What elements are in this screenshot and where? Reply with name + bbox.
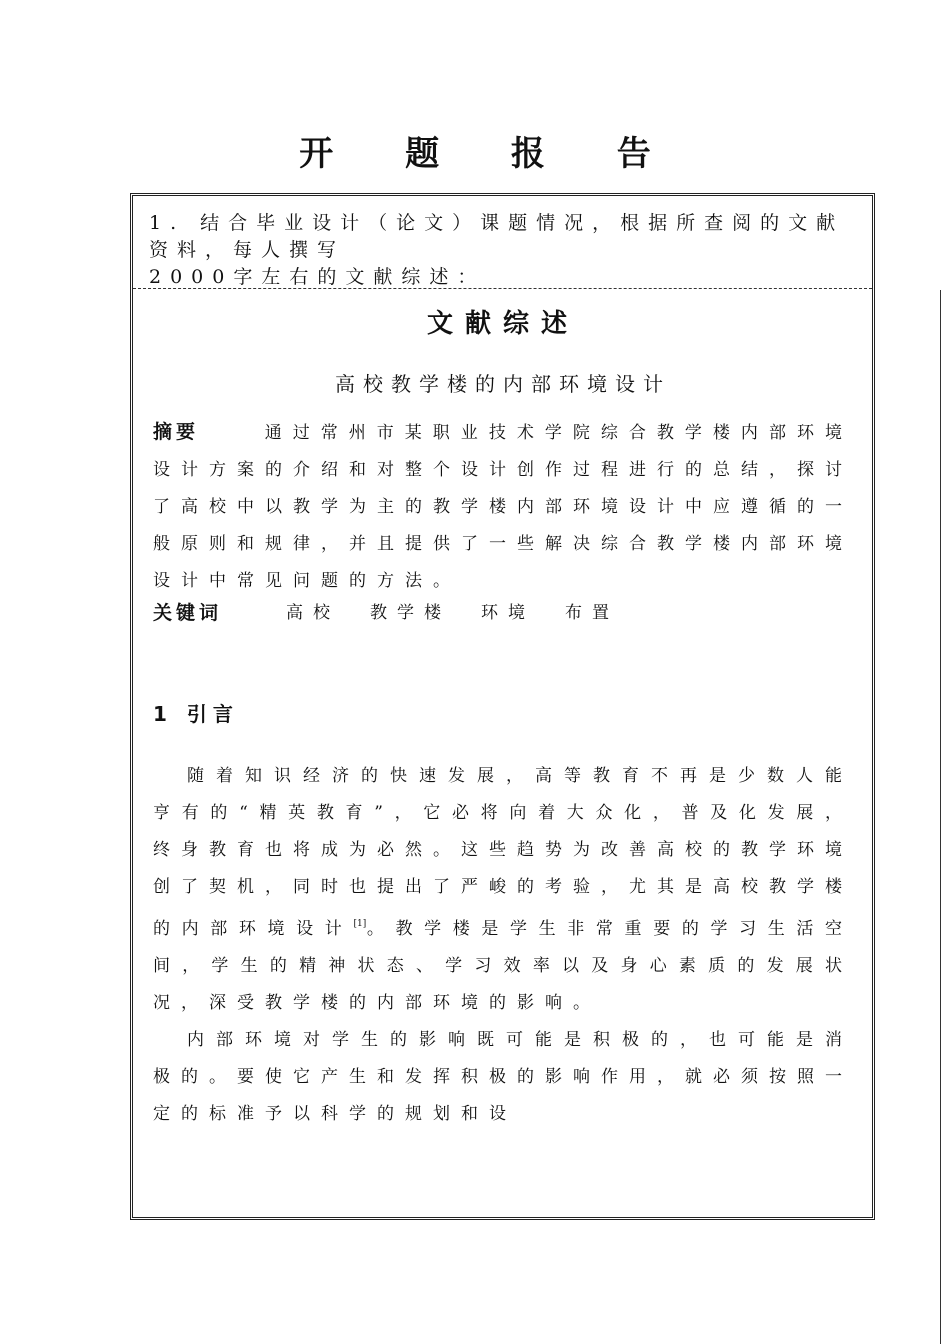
literature-review <box>153 304 853 1133</box>
paragraph-1 <box>153 758 853 1022</box>
page-edge-line <box>940 290 941 1344</box>
review-heading: 文献综述 <box>426 309 579 339</box>
keyword: 教学楼 <box>370 603 452 623</box>
keyword: 环境 <box>481 603 536 623</box>
keywords-label: 关键词 <box>153 602 223 624</box>
citation: [1] <box>353 919 367 929</box>
keywords-row <box>153 598 853 628</box>
keyword: 布置 <box>565 603 620 623</box>
instruction-text <box>149 210 857 291</box>
document-title: 高校教学楼的内部环境设计 <box>335 372 671 396</box>
section-number: 1 <box>153 702 173 726</box>
page-title: 开 题 报 告 <box>299 134 681 174</box>
dashed-divider <box>133 288 872 289</box>
instruction-line: 1. 结合毕业设计（论文）课题情况，根据所查阅的文献资料，每人撰写 <box>149 212 845 261</box>
keyword: 高校 <box>286 603 341 623</box>
abstract-label: 摘要 <box>153 421 200 443</box>
instruction-line-2: 2000字左右的文献综述： <box>149 266 486 288</box>
paragraph-2: 内部环境对学生的影响既可能是积极的，也可能是消极的。要使它产生和发挥积极的影响作用，就必须按照一定的标准予以科学的规划和设 <box>153 1030 853 1124</box>
paragraph-1-text-b: 。教学楼是学生非常重要的学习生活空间，学生的精神状态、学习效率以及身心素质的发展状况，深受教学楼的内部环境的影响。 <box>153 919 854 1013</box>
abstract-text: 通过常州市某职业技术学院综合教学楼内部环境设计方案的介绍和对整个设计创作过程进行的总结，探讨了高校中以教学为主的教学楼内部环境设计中应遵循的一般原则和规律，并且提供了一些解决综合教学楼内部环境设计中常见问题的方法。 <box>153 423 853 591</box>
report-table <box>130 193 875 1220</box>
section-title: 引言 <box>186 702 239 726</box>
section-heading <box>153 698 853 758</box>
abstract <box>153 414 853 600</box>
paragraph-1-text: 随着知识经济的快速发展，高等教育不再是少数人能亨有的“精英教育”，它必将向着大众化，普及化发展，终身教育也将成为必然。这些趋势为改善高校的教学环境创了契机，同时也提出了严峻的考验，尤其是高校教学楼的内部环境设计 <box>153 766 853 939</box>
